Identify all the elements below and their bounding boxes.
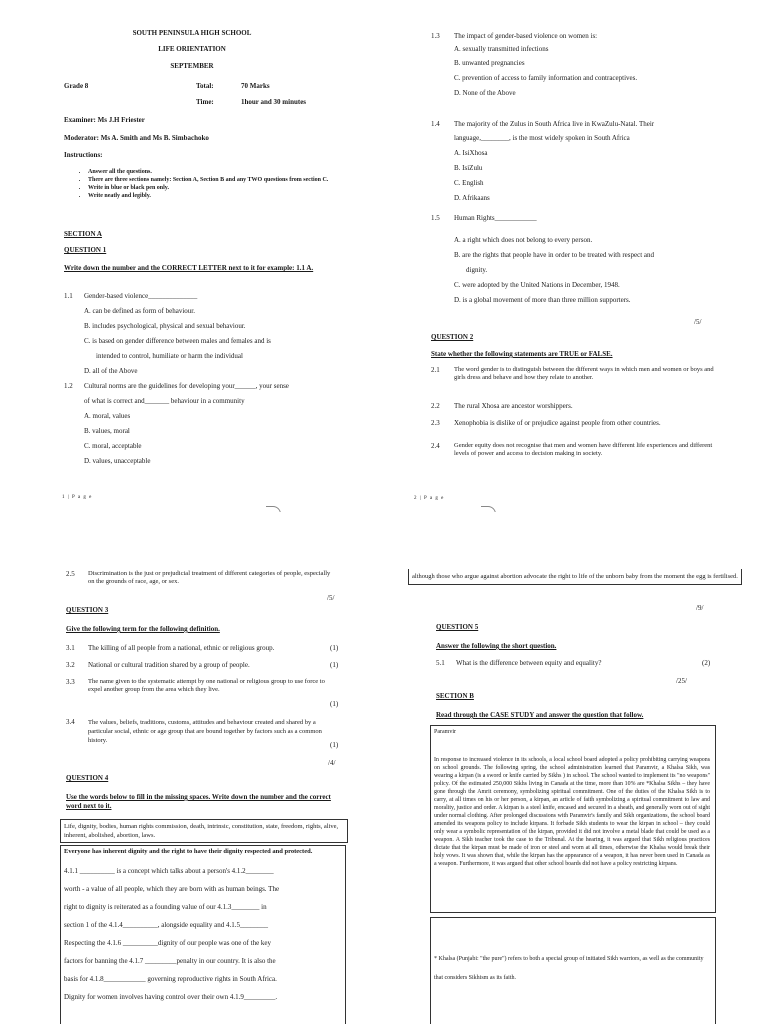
option: intended to control, humiliate or harm the individual [96,352,243,360]
statement: Xenophobia is dislike of or prejudice against people from other countries. [454,419,661,427]
total-label: Total: [196,82,214,90]
page-3 [0,512,384,1024]
option: D. is a global movement of more than three million supporters. [454,296,631,304]
option: D. None of the Above [454,89,516,97]
question-number: 2.4 [431,442,440,450]
passage-line: worth - a value of all people, which they are born with as human beings. The [64,885,280,893]
case-study-box [430,725,716,913]
option: B. unwanted pregnancies [454,59,525,67]
option: D. all of the Above [84,367,138,375]
instructions-heading: Instructions: [64,151,103,159]
case-study-title: Paramvir [434,729,456,735]
question-total: /5/ [327,594,335,602]
question-stem-continued: language,________, is the most widely spoken in South Africa [454,134,630,142]
question-number: 2.3 [431,419,440,427]
directive: Give the following term for the following definition. [66,625,220,633]
question-number: 2.5 [66,570,75,578]
case-study-text: In response to increased violence in its schools, a local school board adopted a policy prohibiting carrying weapons on school grounds. The following spring, the school administration learned that Paramvir, a Khalsa Sikh, was wearing a kirpan (is a sword or knife carried by Sikhs ) in school. The school wanted to implement its "no weapons" policy. Of the estimated 250,000 Sikhs living in Canada at the time, more than 10% are *Khalsa Sikhs – they have gone through the Amrit ceremony, symbolizing spiritual commitment. One of the duties of the Khalsa Sikh is to carry, at all times on his or her person, a kirpan, an article of faith symbolizing a spiritual commitment to law and morality, justice and order. A kirpan is a steel knife, encased and secured in a sheath, and generally worn out of sight under normal clothing. After prolonged discussions with Paramvir's family and Sikh organizations, the school board amended its weapons policy to include kirpans. It forbade Sikh students to wear the kirpan in school – they could only wear a symbolic representation of the kirpan, provided it did not involve a metal blade that could be used as a weapon. A Sikh teacher took the case to the Tribunal. At the hearing, it was argued that Sikh religious practices dictate that the kirpan must be made of iron or steel and worn at all times, otherwise the Khalsa would break their holy vows. It was shown that, while the kirpan has the appearance of a weapon, it has never been used in Canada as a weapon. Furthermore, it was argued that other school boards did not have a policy restricting kirpans. [434,757,710,867]
question-total: /5/ [694,318,702,326]
question-number: 5.1 [436,659,445,667]
passage-line: right to dignity is reiterated as a founding value of our 4.1.3________ in [64,903,267,911]
option: A. IsiXhosa [454,149,488,157]
instructions-list [76,168,346,200]
definition: The name given to the systematic attempt by one national or religious group to use force to expel another group from the area which they live. [88,678,325,693]
moderator: Moderator: Ms A. Smith and Ms B. Simbachoko [64,134,209,142]
instruction-item: • Write in blue or black pen only. [88,184,346,192]
question-number: 1.2 [64,382,73,390]
question-stem: Human Rights____________ [454,214,537,222]
word-bank: Life, dignity, bodies, human rights commission, death, intrinsic, constitution, state, freedom, rights, alive, inherent, abolished, abortion, laws. [60,819,348,843]
option: A. sexually transmitted infections [454,45,549,53]
footnote: * Khalsa (Punjabi: "the pure") refers to both a special group of initiated Sikh warriors, as well as the community that considers Sikhism as its faith. [434,956,704,981]
question-number: 3.3 [66,678,75,686]
question-heading: QUESTION 3 [66,606,109,614]
question-number: 1.3 [431,32,440,40]
subject-title: LIFE ORIENTATION [158,45,226,53]
time-value: 1hour and 30 minutes [241,98,307,106]
option: B. IsiZulu [454,164,483,172]
statement: Gender equity does not recognise that men and women have different life experiences and different levels of power and access to decision making in society. [454,442,713,457]
question-stem-continued: of what is correct and_______ behaviour in a community [84,397,245,405]
mark-allocation: (2) [702,659,711,667]
section-heading: SECTION A [64,230,102,238]
instruction-item: • There are three sections namely: Section A, Section B and any TWO questions from section C. [88,176,346,184]
question-stem: The impact of gender-based violence on women is: [454,32,598,40]
statement: The word gender is to distinguish between the different ways in which men and women or boys and girls dress and behave and how they relate to another. [454,366,714,381]
total-value: 70 Marks [241,82,270,90]
question-stem: Cultural norms are the guidelines for developing your______, your sense [84,382,289,390]
question-number: 3.4 [66,718,75,726]
question-heading: QUESTION 1 [64,246,107,254]
definition: The values, beliefs, traditions, customs, attitudes and behaviour created and shared by a particular social, ethnic or age group that are bound together by factors such as a common history. [88,719,322,744]
question-total: /4/ [328,759,336,767]
page-4 [384,512,768,1024]
question-text: What is the difference between equity and equality? [456,659,602,667]
option: C. prevention of access to family information and contraceptives. [454,74,638,82]
option: C. English [454,179,484,187]
question-number: 1.4 [431,120,440,128]
question-number: 3.1 [66,644,75,652]
passage-continued: although those who argue against abortion advocate the right to life of the unborn baby from the moment the egg is fertilised. [408,569,742,585]
page-1 [0,0,384,512]
question-number: 2.1 [431,366,440,374]
option: D. Afrikaans [454,194,490,202]
option: B. includes psychological, physical and sexual behaviour. [84,322,246,330]
exam-month: SEPTEMBER [170,62,214,70]
passage-line: factors for banning the 4.1.7 _________penalty in our country. It is also the [64,957,276,965]
question-stem: The majority of the Zulus in South Africa live in KwaZulu-Natal. Their [454,120,655,128]
option: C. were adopted by the United Nations in December, 1948. [454,281,620,289]
mark-allocation: (1) [330,700,339,708]
question-heading: QUESTION 5 [436,623,479,631]
directive: State whether the following statements are TRUE or FALSE. [431,350,613,358]
section-heading: SECTION B [436,692,474,700]
question-total: /9/ [696,604,704,612]
option: D. values, unacceptable [84,457,151,465]
passage-box [60,845,346,1024]
passage-line: Respecting the 4.1.6 __________dignity of our people was one of the key [64,939,272,947]
option: C. moral, acceptable [84,442,142,450]
mark-allocation: (1) [330,661,339,669]
question-number: 3.2 [66,661,75,669]
option: B. are the rights that people have in order to be treated with respect and [454,251,655,259]
mark-allocation: (1) [330,741,339,749]
school-name: SOUTH PENINSULA HIGH SCHOOL [132,29,252,37]
option: A. a right which does not belong to every person. [454,236,593,244]
passage-line: basis for 4.1.8____________ governing reproductive rights in South Africa. [64,975,277,983]
question-number: 1.1 [64,292,73,300]
passage-line: 4.1.1 __________ is a concept which talks about a person's 4.1.2________ [64,867,274,875]
question-number: 1.5 [431,214,440,222]
option: A. can be defined as form of behaviour. [84,307,195,315]
definition: The killing of all people from a national, ethnic or religious group. [88,644,275,652]
time-label: Time: [196,98,214,106]
question-stem: Gender-based violence______________ [84,292,198,300]
definition: National or cultural tradition shared by a group of people. [88,661,250,669]
passage-line: Dignity for women involves having control over their own 4.1.9_________. [64,993,278,1001]
mark-allocation: (1) [330,644,339,652]
question-heading: QUESTION 4 [66,774,109,782]
section-total: /25/ [676,677,687,685]
question-number: 2.2 [431,402,440,410]
option: dignity. [466,266,488,274]
page-footer: 2 | P a g e [414,496,445,501]
grade-label: Grade 8 [64,82,89,90]
page-2 [384,0,768,512]
footnote-box [430,917,716,1024]
directive: Read through the CASE STUDY and answer the question that follow. [436,711,644,719]
directive: Use the words below to fill in the missing spaces. Write down the number and the correct word next to it. [66,793,331,810]
option: A. moral, values [84,412,131,420]
page-footer: 1 | P a g e [62,495,93,500]
examiner: Examiner: Ms J.H Friester [64,116,145,124]
directive: Write down the number and the CORRECT LETTER next to it for example: 1.1 A. [64,264,314,272]
passage-line: section 1 of the 4.1.4__________, alongside equality and 4.1.5________ [64,921,268,929]
instruction-item: • Answer all the questions. [88,168,346,176]
passage-title: Everyone has inherent dignity and the right to have their dignity respected and protected. [64,848,313,855]
statement: The rural Xhosa are ancestor worshippers. [454,402,573,410]
instruction-item: • Write neatly and legibly. [88,192,346,200]
option: B. values, moral [84,427,130,435]
question-heading: QUESTION 2 [431,333,474,341]
directive: Answer the following the short question. [436,642,557,650]
option: C. is based on gender difference between males and females and is [84,337,271,345]
statement: Discrimination is the just or prejudicial treatment of different categories of people, especially on the grounds of race, age, or sex. [88,570,331,585]
